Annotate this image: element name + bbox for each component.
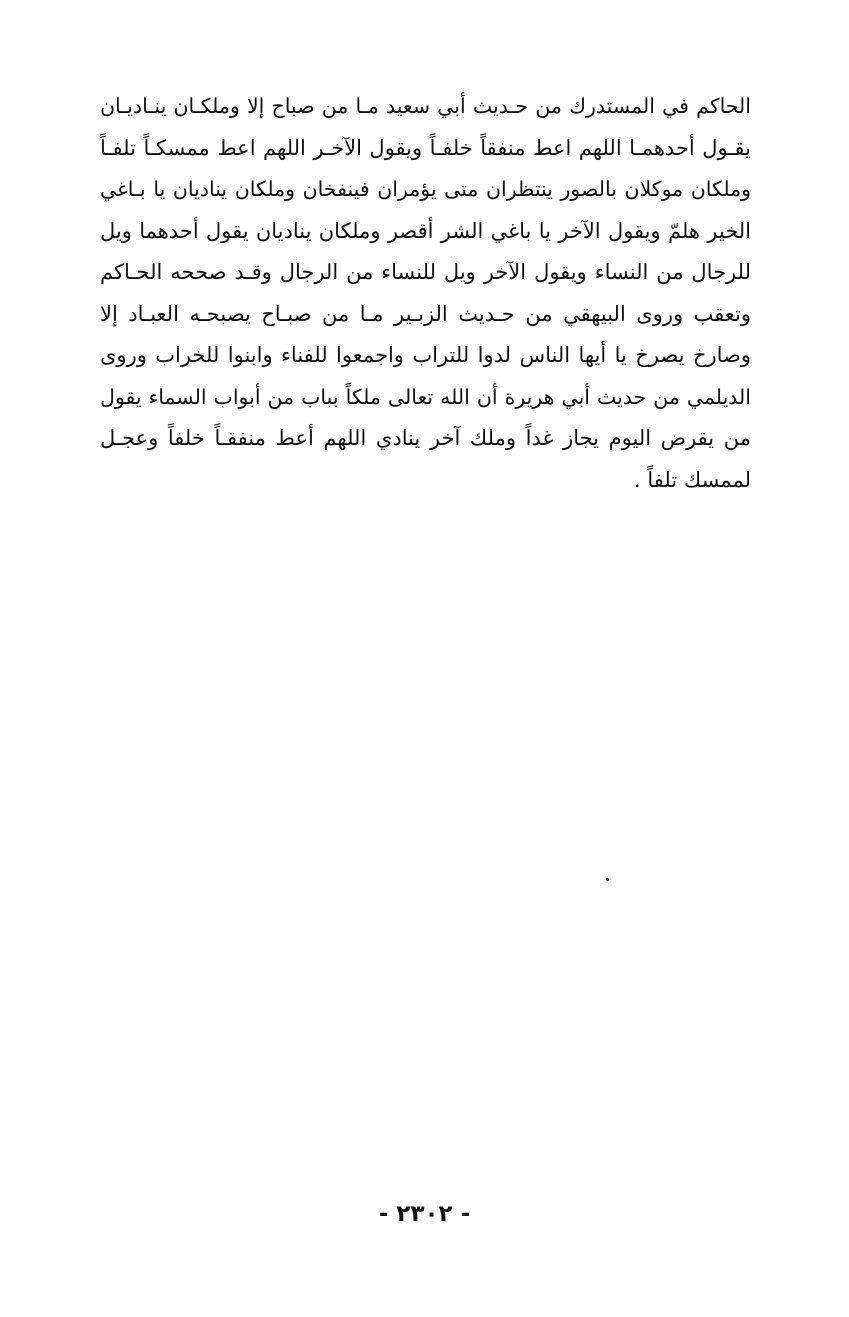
text-line: الخير هلمّ ويقول الآخر يا باغي الشر أقصر وملكان يناديان يقول أحدهما ويل (100, 218, 751, 243)
scan-speck (606, 878, 609, 881)
text-line: وتعقب وروى البيهقي من حـديث الزبـير مـا من صبـاح يصبحـه العبـاد إلا (100, 301, 751, 326)
body-text (100, 86, 751, 501)
text-line: يقـول أحدهمـا اللهم اعط منفقاً خلفـاً ويقول الآخـر اللهم اعط ممسكـاً تلفـاً (100, 135, 751, 160)
page-number: - ٢٣٠٢ - (378, 1201, 471, 1227)
text-line: لممسك تلفاً . (634, 467, 751, 492)
text-line: وملكان موكلان بالصور ينتظران متى يؤمران فينفخان وملكان يناديان يا بـاغي (100, 177, 751, 201)
text-line: الديلمي من حديث أبي هريرة أن الله تعالى ملكاً بباب من أبواب السماء يقول (100, 384, 751, 409)
text-line: الحاكم في المستدرك من حـديث أبي سعيد مـا من صباح إلا وملكـان ينـاديـان (100, 94, 751, 118)
text-line: وصارخ يصرخ يا أيها الناس لدوا للتراب واجمعوا للفناء وابنوا للخراب وروى (100, 343, 751, 367)
text-line: للرجال من النساء ويقول الآخر ويل للنساء من الرجال وقـد صححه الحـاكم (100, 260, 751, 284)
text-line: من يقرض اليوم يجاز غداً وملك آخر ينادي اللهم أعط منفقـاً خلفاً وعجـل (100, 426, 751, 450)
